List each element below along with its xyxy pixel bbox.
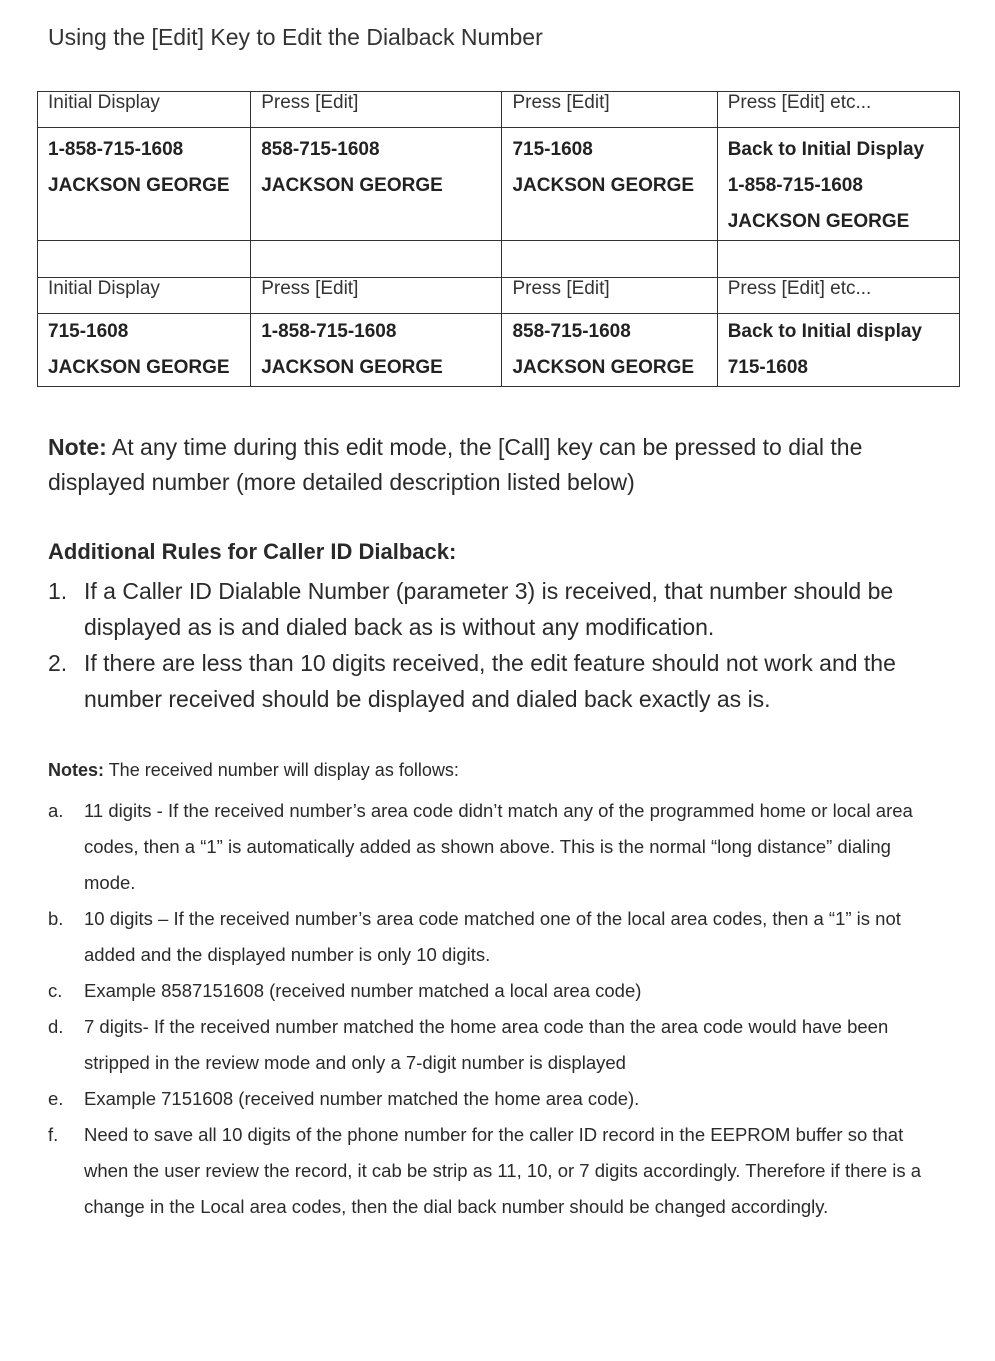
status-text: Back to Initial Display bbox=[727, 139, 925, 160]
list-letter: f. bbox=[48, 1124, 59, 1145]
table-cell bbox=[38, 241, 251, 278]
list-text: If there are less than 10 digits received, the edit feature should not work and the number received should be displayed and dialed back exactly as is. bbox=[84, 650, 896, 712]
caller-name: JACKSON GEORGE bbox=[48, 175, 230, 196]
list-item bbox=[48, 1117, 928, 1225]
notes-label: Notes: bbox=[48, 760, 105, 780]
phone-number: 858-715-1608 bbox=[512, 321, 631, 342]
table-header-cell: Press [Edit] bbox=[251, 92, 502, 128]
rules-list bbox=[48, 573, 928, 717]
list-item bbox=[48, 1009, 928, 1081]
notes-list bbox=[48, 793, 928, 1225]
table-cell bbox=[38, 314, 251, 387]
list-letter: b. bbox=[48, 908, 64, 929]
page-title: Using the [Edit] Key to Edit the Dialback Number bbox=[48, 24, 543, 50]
notes-intro bbox=[48, 760, 459, 781]
table-cell bbox=[251, 314, 502, 387]
phone-number: 1-858-715-1608 bbox=[727, 175, 863, 196]
table-header-cell: Press [Edit] bbox=[251, 278, 502, 314]
table-cell bbox=[251, 128, 502, 241]
caller-name: JACKSON GEORGE bbox=[512, 357, 695, 378]
notes-intro-text: The received number will display as follows: bbox=[104, 760, 459, 780]
list-letter: d. bbox=[48, 1016, 64, 1037]
table-cell bbox=[717, 241, 959, 278]
table-spacer-row bbox=[38, 241, 960, 278]
table-cell bbox=[502, 314, 717, 387]
table-header-cell: Press [Edit] etc... bbox=[717, 92, 959, 128]
phone-number: 715-1608 bbox=[512, 139, 593, 160]
list-item bbox=[48, 793, 928, 901]
caller-name: JACKSON GEORGE bbox=[48, 357, 230, 378]
table-cell bbox=[251, 241, 502, 278]
list-text: If a Caller ID Dialable Number (parameter 3) is received, that number should be displayed as is and dialed back as is without any modification. bbox=[84, 578, 894, 640]
table-header-row bbox=[38, 92, 960, 128]
list-item bbox=[48, 573, 928, 645]
list-text: Need to save all 10 digits of the phone number for the caller ID record in the EEPROM buffer so that when the user review the record, it cab be strip as 11, 10, or 7 digits accordingly. Therefore if there is a change in the Local area codes, then the dial back number should be changed accordingly. bbox=[84, 1124, 922, 1217]
table-cell bbox=[38, 128, 251, 241]
list-item bbox=[48, 645, 928, 717]
list-text: 10 digits – If the received number’s area code matched one of the local area codes, then a “1” is not added and the displayed number is only 10 digits. bbox=[84, 908, 901, 965]
note-label: Note: bbox=[48, 434, 107, 460]
list-letter: a. bbox=[48, 800, 64, 821]
table-row bbox=[38, 314, 960, 387]
table-cell bbox=[502, 241, 717, 278]
caller-name: JACKSON GEORGE bbox=[261, 357, 443, 378]
list-number: 1. bbox=[48, 578, 68, 604]
edit-key-table bbox=[37, 91, 960, 387]
phone-number: 1-858-715-1608 bbox=[48, 139, 184, 160]
table-header-cell: Press [Edit] bbox=[502, 278, 717, 314]
phone-number: 715-1608 bbox=[727, 357, 808, 378]
table-header-cell: Press [Edit] bbox=[502, 92, 717, 128]
status-text: Back to Initial display bbox=[727, 321, 922, 342]
list-text: 11 digits - If the received number’s area code didn’t match any of the programmed home or local area codes, then a “1” is automatically added as shown above. This is the normal “long distance” dialing mode. bbox=[84, 800, 913, 893]
list-item bbox=[48, 973, 928, 1009]
table-header-cell: Initial Display bbox=[38, 92, 251, 128]
table-header-cell: Press [Edit] etc... bbox=[717, 278, 959, 314]
list-number: 2. bbox=[48, 650, 68, 676]
list-letter: e. bbox=[48, 1088, 64, 1109]
rules-heading: Additional Rules for Caller ID Dialback: bbox=[48, 539, 457, 564]
table-header-cell: Initial Display bbox=[38, 278, 251, 314]
list-item bbox=[48, 1081, 928, 1117]
table-cell bbox=[717, 314, 959, 387]
phone-number: 858-715-1608 bbox=[261, 139, 380, 160]
phone-number: 715-1608 bbox=[48, 321, 129, 342]
table-header-row bbox=[38, 278, 960, 314]
table-row bbox=[38, 128, 960, 241]
list-text: Example 7151608 (received number matched the home area code). bbox=[84, 1088, 640, 1109]
caller-name: JACKSON GEORGE bbox=[727, 211, 910, 232]
caller-name: JACKSON GEORGE bbox=[512, 175, 695, 196]
list-text: 7 digits- If the received number matched the home area code than the area code would have been stripped in the review mode and only a 7-digit number is displayed bbox=[84, 1016, 889, 1073]
table-cell bbox=[717, 128, 959, 241]
note-text: At any time during this edit mode, the [Call] key can be pressed to dial the displayed number (more detailed description listed below) bbox=[48, 434, 863, 495]
list-item bbox=[48, 901, 928, 973]
table-cell bbox=[502, 128, 717, 241]
list-letter: c. bbox=[48, 980, 63, 1001]
list-text: Example 8587151608 (received number matched a local area code) bbox=[84, 980, 642, 1001]
caller-name: JACKSON GEORGE bbox=[261, 175, 443, 196]
note-paragraph bbox=[48, 430, 948, 500]
phone-number: 1-858-715-1608 bbox=[261, 321, 397, 342]
